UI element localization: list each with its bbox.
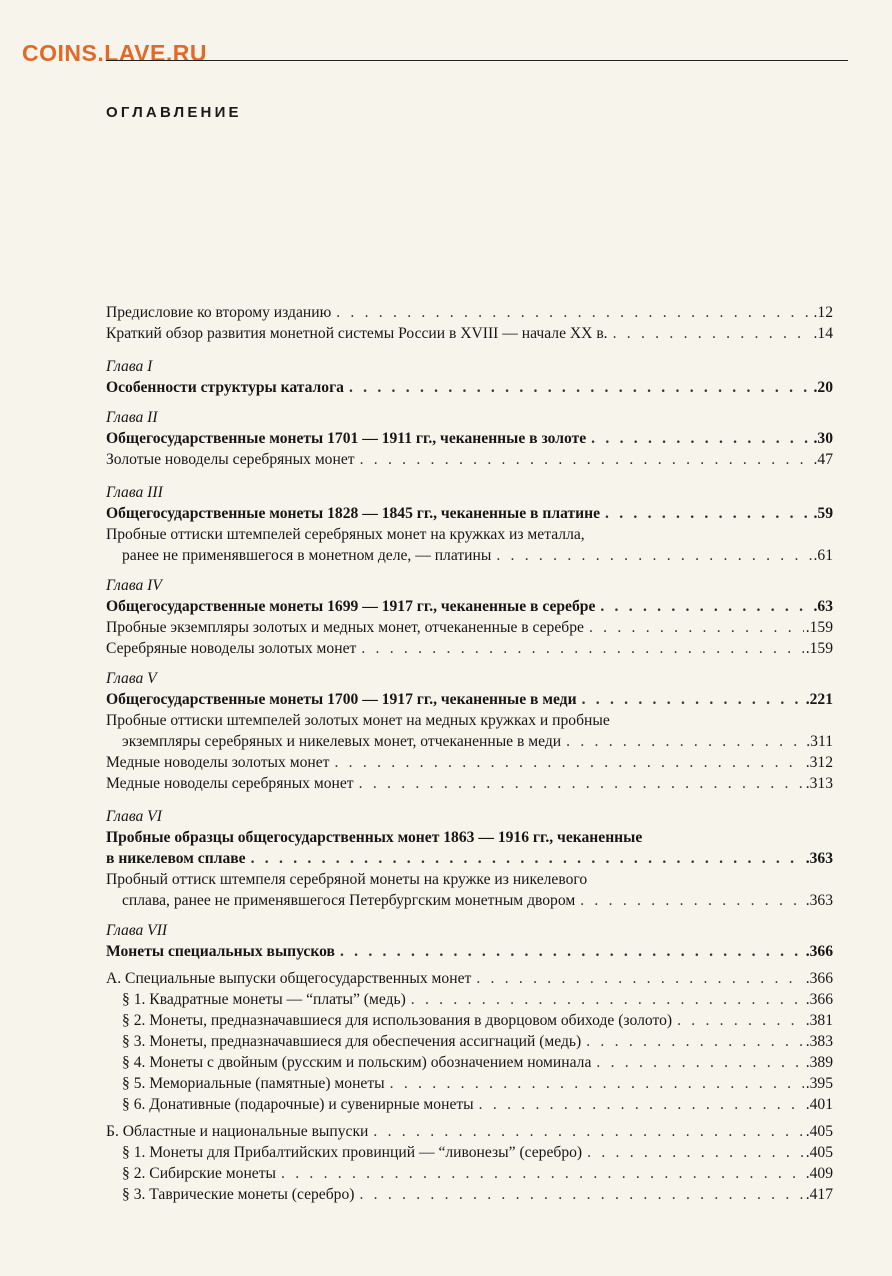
toc-entry-title: § 1. Квадратные монеты — “платы” (медь) [122,991,406,1008]
toc-entry-page: .405 [805,1144,833,1161]
site-watermark: COINS.LAVE.RU [22,40,207,66]
toc-entry-title: Серебряные новоделы золотых монет [106,640,357,657]
leader-dots [586,1031,803,1052]
toc-entry-title: § 1. Монеты для Прибалтийских провинций — “ливонезы” (серебро) [122,1144,583,1161]
toc-entry-title: § 2. Сибирские монеты [122,1165,276,1182]
toc-entry-page: .159 [805,640,833,657]
leader-dots [566,731,804,752]
toc-entry-title: Пробные экземпляры золотых и медных монет, отчеканенные в серебре [106,619,584,636]
toc-entry-title: § 6. Донативные (подарочные) и сувенирные монеты [122,1096,474,1113]
toc-entry-overview [106,323,833,344]
leader-dots [336,302,811,323]
toc-entry-chapter-title [106,428,833,449]
toc-entry-title: Общегосударственные монеты 1699 — 1917 гг., чеканенные в серебре [106,598,596,615]
leader-dots [479,1094,804,1115]
toc-subsection [106,1031,833,1052]
toc-entry-title: экземпляры серебряных и никелевых монет, отчеканенные в меди [122,733,562,750]
toc-subsection [106,1184,833,1205]
toc-entry-page: .389 [805,1054,833,1071]
toc-entry-title: § 3. Таврические монеты (серебро) [122,1186,355,1203]
toc-entry-page: .63 [813,598,833,615]
header-rule [106,60,848,61]
toc-entry-title: § 4. Монеты с двойным (русским и польским) обозначением номинала [122,1054,592,1071]
toc-entry-title: в никелевом сплаве [106,850,246,867]
toc-entry-page: .401 [805,1096,833,1113]
leader-dots [390,1073,804,1094]
toc-entry-title: § 5. Мемориальные (памятные) монеты [122,1075,385,1092]
toc-subsection [106,1010,833,1031]
toc-subsection [106,1052,833,1073]
toc-entry-chapter-title [106,941,833,962]
toc-entry-chapter-title [106,377,833,398]
toc-entry-page: .59 [813,505,833,522]
toc-entry-page: .381 [805,1012,833,1029]
toc-entry-page: .395 [805,1075,833,1092]
toc-entry [106,731,833,752]
leader-dots [587,1142,804,1163]
leader-dots [677,1010,804,1031]
toc-entry-chapter-title [106,596,833,617]
toc-entry-title: Медные новоделы серебряных монет [106,775,354,792]
toc-entry-page: .405 [805,1123,833,1140]
toc-entry-page: .12 [813,304,833,321]
toc-entry-title: Предисловие ко второму изданию [106,304,332,321]
leader-dots [361,638,803,659]
table-of-contents [106,302,833,1205]
toc-entry-first-line: Пробные оттиски штемпелей серебряных монет на кружках из металла, [106,526,585,543]
toc-entry-title: § 2. Монеты, предназначавшиеся для использования в дворцовом обиходе (золото) [122,1012,673,1029]
toc-entry-first-line: Пробный оттиск штемпеля серебряной монеты на кружке из никелевого [106,871,588,888]
toc-subsection [106,1142,833,1163]
leader-dots [373,1121,803,1142]
leader-dots [589,617,804,638]
toc-entry-preface [106,302,833,323]
toc-entry-page: .47 [813,451,833,468]
page-title: ОГЛАВЛЕНИЕ [106,104,242,121]
chapter-label: Глава II [106,409,158,426]
leader-dots [580,890,803,911]
leader-dots [359,773,804,794]
chapter-label: Глава VI [106,808,162,825]
toc-entry-page: .417 [805,1186,833,1203]
toc-entry-title: Монеты специальных выпусков [106,943,335,960]
toc-entry-chapter-title [106,689,833,710]
toc-subsection [106,1163,833,1184]
toc-entry [106,449,833,470]
toc-entry [106,545,833,566]
toc-entry-page: .159 [805,619,833,636]
toc-entry [106,617,833,638]
leader-dots [605,503,811,524]
toc-entry-page: .311 [806,733,833,750]
toc-entry-title: Общегосударственные монеты 1828 — 1845 гг., чеканенные в платине [106,505,601,522]
toc-entry-first-line: Пробные оттиски штемпелей золотых монет на медных кружках и пробные [106,712,610,729]
toc-subsection [106,1094,833,1115]
toc-entry [106,638,833,659]
toc-entry-title: А. Специальные выпуски общегосударственных монет [106,970,472,987]
leader-dots [613,323,812,344]
leader-dots [496,545,811,566]
toc-entry-chapter-title [106,848,833,869]
toc-section-a [106,968,833,989]
toc-entry-title: Б. Областные и национальные выпуски [106,1123,369,1140]
toc-subsection [106,1073,833,1094]
toc-entry-page: .383 [805,1033,833,1050]
toc-entry-chapter-title [106,503,833,524]
toc-entry-page: .363 [805,892,833,909]
leader-dots [349,377,812,398]
leader-dots [411,989,804,1010]
toc-entry-page: .312 [805,754,833,771]
leader-dots [596,1052,803,1073]
toc-entry-first-line: Пробные образцы общегосударственных монет 1863 — 1916 гг., чеканенные [106,829,643,846]
toc-subsection [106,989,833,1010]
leader-dots [600,596,811,617]
toc-entry-title: Краткий обзор развития монетной системы России в XVIII — начале XX в. [106,325,608,342]
leader-dots [251,848,804,869]
leader-dots [359,1184,803,1205]
leader-dots [340,941,804,962]
chapter-label: Глава III [106,484,163,501]
toc-entry-page: .366 [805,970,833,987]
leader-dots [281,1163,804,1184]
toc-entry-title: сплава, ранее не применявшегося Петербургским монетным двором [122,892,576,909]
toc-entry [106,890,833,911]
leader-dots [334,752,803,773]
toc-entry-page: .313 [805,775,833,792]
toc-entry-title: ранее не применявшегося в монетном деле, — платины [122,547,492,564]
toc-entry-page: .221 [805,691,833,708]
toc-entry-page: .14 [813,325,833,342]
toc-entry [106,773,833,794]
toc-entry-title: § 3. Монеты, предназначавшиеся для обеспечения ассигнаций (медь) [122,1033,582,1050]
toc-entry-title: Золотые новоделы серебряных монет [106,451,355,468]
leader-dots [360,449,812,470]
toc-entry-page: .366 [805,991,833,1008]
toc-entry [106,752,833,773]
leader-dots [591,428,811,449]
toc-entry-page: .363 [805,850,833,867]
toc-entry-title: Медные новоделы золотых монет [106,754,330,771]
toc-entry-title: Общегосударственные монеты 1701 — 1911 гг., чеканенные в золоте [106,430,587,447]
chapter-label: Глава VII [106,922,168,939]
leader-dots [476,968,803,989]
toc-entry-page: .366 [805,943,833,960]
toc-entry-page: .409 [805,1165,833,1182]
leader-dots [582,689,804,710]
toc-entry-page: .30 [813,430,833,447]
chapter-label: Глава I [106,358,153,375]
chapter-label: Глава V [106,670,157,687]
toc-entry-title: Общегосударственные монеты 1700 — 1917 гг., чеканенные в меди [106,691,577,708]
chapter-label: Глава IV [106,577,162,594]
toc-entry-page: .61 [813,547,833,564]
toc-entry-title: Особенности структуры каталога [106,379,344,396]
toc-section-b [106,1121,833,1142]
toc-entry-page: .20 [813,379,833,396]
